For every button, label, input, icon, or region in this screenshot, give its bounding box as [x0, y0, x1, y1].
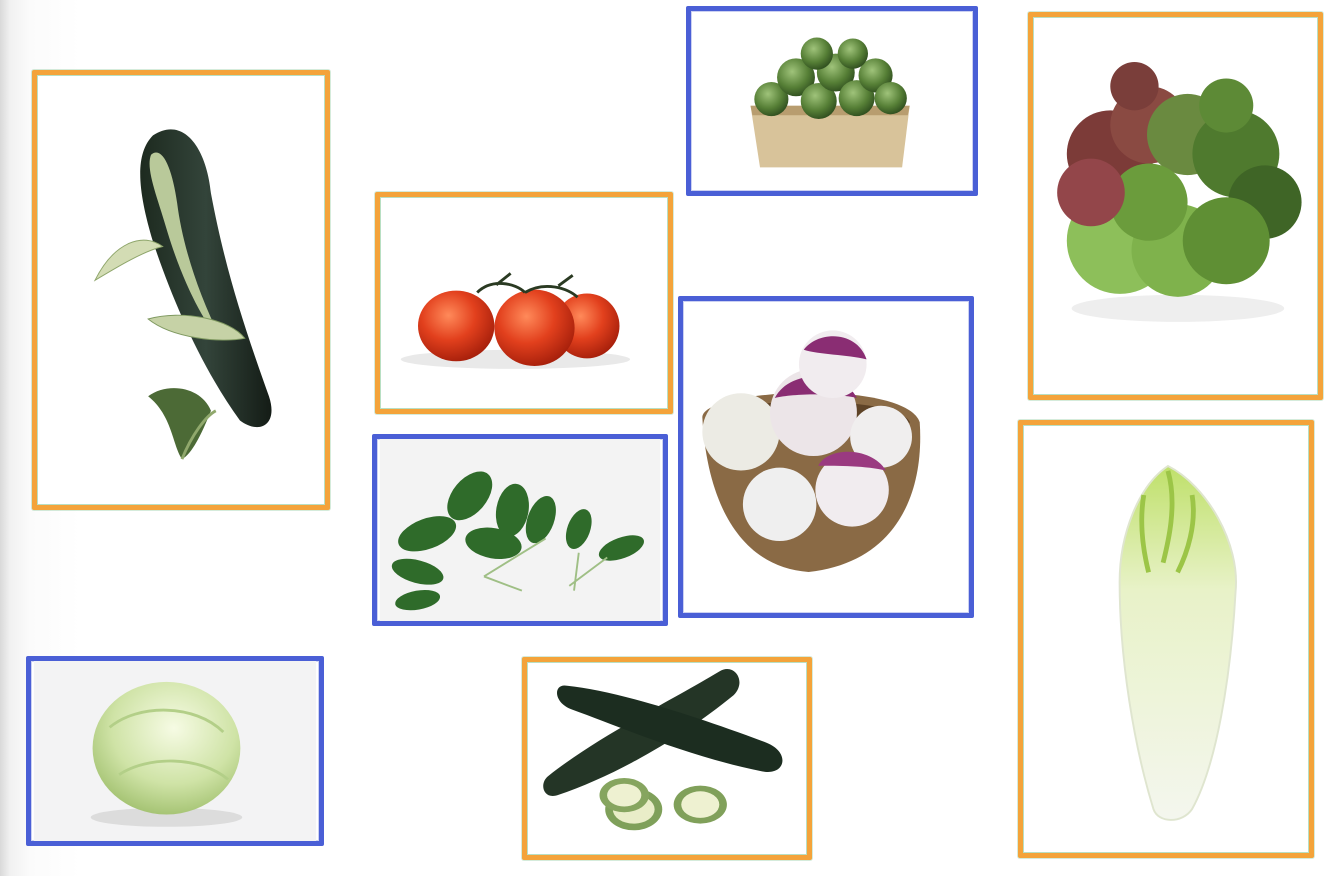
card-endive: [1018, 420, 1314, 858]
card-spinach: [372, 434, 668, 626]
lettuce-photo: [1033, 17, 1318, 395]
tomatoes-photo: [380, 197, 668, 409]
card-lettuce: [1028, 12, 1323, 400]
zucchini-photo: [527, 662, 807, 855]
card-tomatoes: [375, 192, 673, 414]
card-cabbage: [26, 656, 324, 846]
spinach-photo: [377, 439, 663, 621]
cucumber-photo: [37, 75, 325, 505]
cabbage-photo: [31, 661, 319, 841]
card-cucumber: [32, 70, 330, 510]
endive-photo: [1023, 425, 1309, 853]
brussels-sprouts-photo: [691, 11, 973, 191]
card-brussels-sprouts: [686, 6, 978, 196]
card-turnips: [678, 296, 974, 618]
card-zucchini: [522, 657, 812, 860]
turnips-photo: [683, 301, 969, 613]
